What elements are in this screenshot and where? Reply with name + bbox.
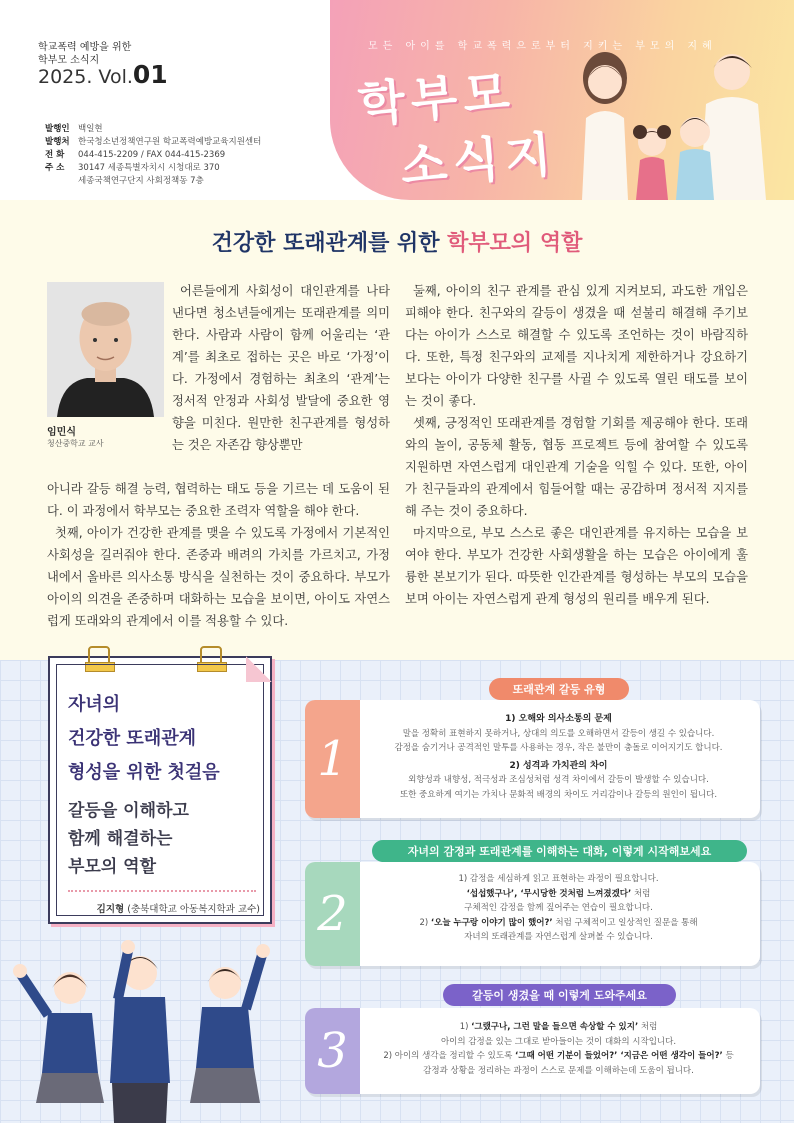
feature-subtitle-line3: 부모의 역할: [68, 857, 157, 877]
feature-author: [97, 901, 260, 915]
step-2-line-2-tail: 처럼: [631, 888, 651, 899]
feature-note-card: [48, 656, 272, 924]
step-2-body: [365, 862, 752, 966]
step-2-line-1: 1) 감정을 세심하게 읽고 표현하는 과정이 필요합니다.: [458, 874, 659, 884]
issuer-key: 발행처: [45, 137, 70, 147]
feature-author-affiliation: (충북대학교 아동복지학과 교수): [127, 904, 260, 915]
banner-title-line2: 소식지: [398, 126, 560, 196]
third-point-paragraph: 셋째, 긍정적인 또래관계를 경험할 기회를 제공해야 한다. 또래와의 놀이, 공동체 활동, 협동 프로젝트 등에 참여할 수 있도록 지원하면 자연스럽게 대인관계 기술을 익힐 수 있다. 또한, 아이가 친구들과의 관계에서 힘들어할 때는 공감하며 정서적 지지를 해 주는 것이 중요하다.: [405, 416, 748, 518]
step-1-pill: 또래관계 갈등 유형: [489, 678, 629, 700]
second-point-paragraph: 둘째, 아이의 친구 관계를 관심 있게 지켜보되, 과도한 개입은 피해야 한다. 친구와의 갈등이 생겼을 때 섣불리 해결해 주기보다는 아이가 스스로 해결할 수 있도록 조언하는 것이 바람직하다. 또한, 특정 친구와의 교제를 지나치게 제한하거나 강요하기보다는 아이가 다양한 친구를 사귈 수 있도록 열린 태도를 보이는 것이 좋다.: [405, 284, 748, 408]
step-card-1: [305, 700, 760, 818]
step-2-quote-3: ‘오늘 누구랑 이야기 많이 했어?’: [430, 917, 553, 928]
feature-subtitle-line1: 갈등을 이해하고: [68, 801, 189, 821]
volume-label: [38, 60, 168, 89]
author-name: 임민식: [47, 427, 76, 438]
feature-author-name: 김지형: [96, 904, 125, 915]
phone-row: [45, 148, 225, 160]
step-3-pill: 갈등이 생겼을 때 이렇게 도와주세요: [443, 984, 676, 1006]
intro-paragraph-rest: 아니라 갈등 해결 능력, 협력하는 태도 등을 기르는 데 도움이 된다. 이 과정에서 학부모는 중요한 조력자 역할을 해야 한다.: [47, 482, 390, 518]
right-column: [405, 280, 748, 610]
address-row: [45, 161, 220, 173]
article-title-highlight: 학부모의 역할: [447, 231, 583, 256]
feature-subtitle-line2: 함께 해결하는: [68, 829, 173, 849]
step-card-2: [305, 862, 760, 966]
step-1-heading-1: 1) 오해와 의사소통의 문제: [505, 714, 612, 724]
family-illustration: [560, 0, 794, 200]
step-3-quote-3: ‘지금은 어떤 생각이 들어?’: [617, 1051, 723, 1061]
step-number-3: 3: [305, 1008, 360, 1094]
final-point-paragraph: 마지막으로, 부모 스스로 좋은 대인관계를 유지하는 모습을 보여야 한다. 부모가 건강한 사회생활을 하는 모습은 아이에게 훌륭한 본보기가 된다. 따뜻한 인간관계를 형성하는 부모의 모습을 보며 아이는 자연스럽게 관계 형성의 원리를 배우게 된다.: [405, 526, 748, 606]
phone-key: 전 화: [45, 150, 65, 160]
article-title-main: 건강한 또래관계를 위한: [211, 231, 448, 256]
step-3-line-1: [365, 1020, 752, 1035]
publisher-row: [45, 122, 103, 134]
feature-title-line1: 자녀의: [68, 694, 121, 715]
publisher-value: 백일현: [78, 124, 103, 134]
step-3-body: [365, 1008, 752, 1094]
step-3-line-3: [365, 1049, 752, 1064]
step-3-line-3-tail: 등: [722, 1051, 734, 1061]
article-title: [0, 226, 794, 257]
step-1-text-1a: 말을 정확히 표현하지 못하거나, 상대의 의도를 오해하면서 갈등이 생길 수 있습니다.: [402, 728, 715, 739]
address-row-2: [45, 174, 204, 186]
step-2-line-2: [365, 887, 752, 902]
issuer-value: 한국청소년정책연구원 학교폭력예방교육지원센터: [78, 137, 262, 147]
feature-title-line3: 형성을 위한 첫걸음: [68, 762, 220, 783]
step-2-line-4: [365, 916, 752, 931]
address-value-2: 세종국책연구단지 사회정책동 7층: [78, 176, 204, 186]
address-key: 주 소: [45, 163, 65, 173]
step-3-line-1-tail: 처럼: [638, 1022, 658, 1032]
step-2-line-3: 구체적인 감정을 함께 짚어주는 연습이 필요합니다.: [464, 903, 653, 913]
wavy-divider: [68, 890, 256, 896]
step-3-line-1-prefix: 1): [459, 1022, 472, 1032]
step-3-quote-2: ‘그때 어떤 기분이 들었어?’: [515, 1051, 618, 1061]
vol-number: 01: [132, 60, 168, 89]
step-1-heading-2: 2) 성격과 가치관의 차이: [509, 760, 608, 771]
left-column-body: [47, 478, 390, 632]
step-1-text-1b: 감정을 숨기거나 공격적인 말투를 사용하는 경우, 작은 불만이 충돌로 이어지기도 합니다.: [394, 743, 723, 753]
banner-tagline: 모든 아이를 학교폭력으로부터 지키는 부모의 지혜: [368, 41, 717, 52]
issuer-row: [45, 135, 261, 147]
newsletter-subtitle-2: 학부모 소식지: [38, 55, 100, 66]
step-1-text-2b: 또한 중요하게 여기는 가치나 문화적 배경의 차이도 거리감이나 갈등의 원인이 됩니다.: [399, 789, 718, 800]
newsletter-subtitle-1: 학교폭력 예방을 위한: [38, 42, 132, 53]
feature-title-line2: 건강한 또래관계: [68, 728, 196, 749]
phone-value: 044-415-2209 / FAX 044-415-2369: [78, 150, 226, 160]
step-2-quote-2: ‘무시당한 것처럼 느껴졌겠다’: [520, 888, 632, 899]
banner-title-line1: 학부모: [356, 64, 518, 134]
step-2-line-5: 자녀의 또래관계를 자연스럽게 살펴볼 수 있습니다.: [464, 932, 653, 942]
author-affiliation: 청산중학교 교사: [47, 439, 104, 448]
page-fold-corner: [246, 656, 272, 682]
year-vol-text: 2025. Vol.: [38, 66, 133, 88]
step-3-quote-1: ‘그랬구나, 그런 말을 들으면 속상할 수 있지’: [471, 1022, 639, 1032]
address-value: 30147 세종특별자치시 시청대로 370: [78, 163, 220, 173]
step-2-pill: 자녀의 감정과 또래관계를 이해하는 대화, 이렇게 시작해보세요: [372, 840, 747, 862]
step-3-line-2: 아이의 감정을 있는 그대로 받아들이는 것이 대화의 시작입니다.: [440, 1036, 677, 1047]
step-2-quote-1: ‘섭섭했구나’,: [466, 888, 521, 899]
author-portrait-image: [47, 282, 164, 417]
masthead-info: [0, 0, 330, 200]
intro-paragraph-top: 어른들에게 사회성이 대인관계를 나타낸다면 청소년들에게는 또래관계를 의미한다. 사람과 사람이 함께 어울리는 ‘관계’를 최초로 접하는 곳은 바로 ‘가정’이다. 가정에서 경험하는 최초의 ‘관계’는 정서적 안정과 사회성 발달에 중요한 영향을 미친다. 원만한 친구관계를 형성하는 것은 자존감 향상뿐만: [172, 284, 390, 452]
title-banner: [330, 0, 794, 200]
students-cheering-illustration: [0, 933, 290, 1123]
step-2-line-4-tail: 처럼 구체적이고 일상적인 질문을 통해: [552, 917, 698, 928]
step-card-3: [305, 1008, 760, 1094]
left-column-intro: [172, 280, 390, 456]
step-1-text-2a: 외향성과 내향성, 적극성과 조심성처럼 성격 차이에서 갈등이 발생할 수 있습니다.: [408, 775, 709, 785]
first-point-paragraph: 첫째, 아이가 건강한 관계를 맺을 수 있도록 가정에서 기본적인 사회성을 길러줘야 한다. 존중과 배려의 가치를 가르치고, 가정 내에서 올바른 의사소통 방식을 실천하는 것이 중요하다. 부모가 아이의 의견을 존중하며 대화하는 모습을 보이면, 아이도 자연스럽게 또래와의 관계에서 이를 적용할 수 있다.: [47, 526, 390, 628]
step-number-2: 2: [305, 862, 360, 966]
step-1-body: [365, 700, 752, 818]
step-3-line-4: 감정과 상황을 정리하는 과정이 스스로 문제를 이해하는데 도움이 됩니다.: [423, 1065, 694, 1076]
step-number-1: 1: [305, 700, 360, 818]
author-photo: [47, 282, 164, 417]
step-2-line-4-prefix: 2): [419, 917, 431, 928]
step-3-line-3-prefix: 2) 아이의 생각을 정리할 수 있도록: [383, 1051, 516, 1061]
publisher-key: 발행인: [45, 124, 70, 134]
